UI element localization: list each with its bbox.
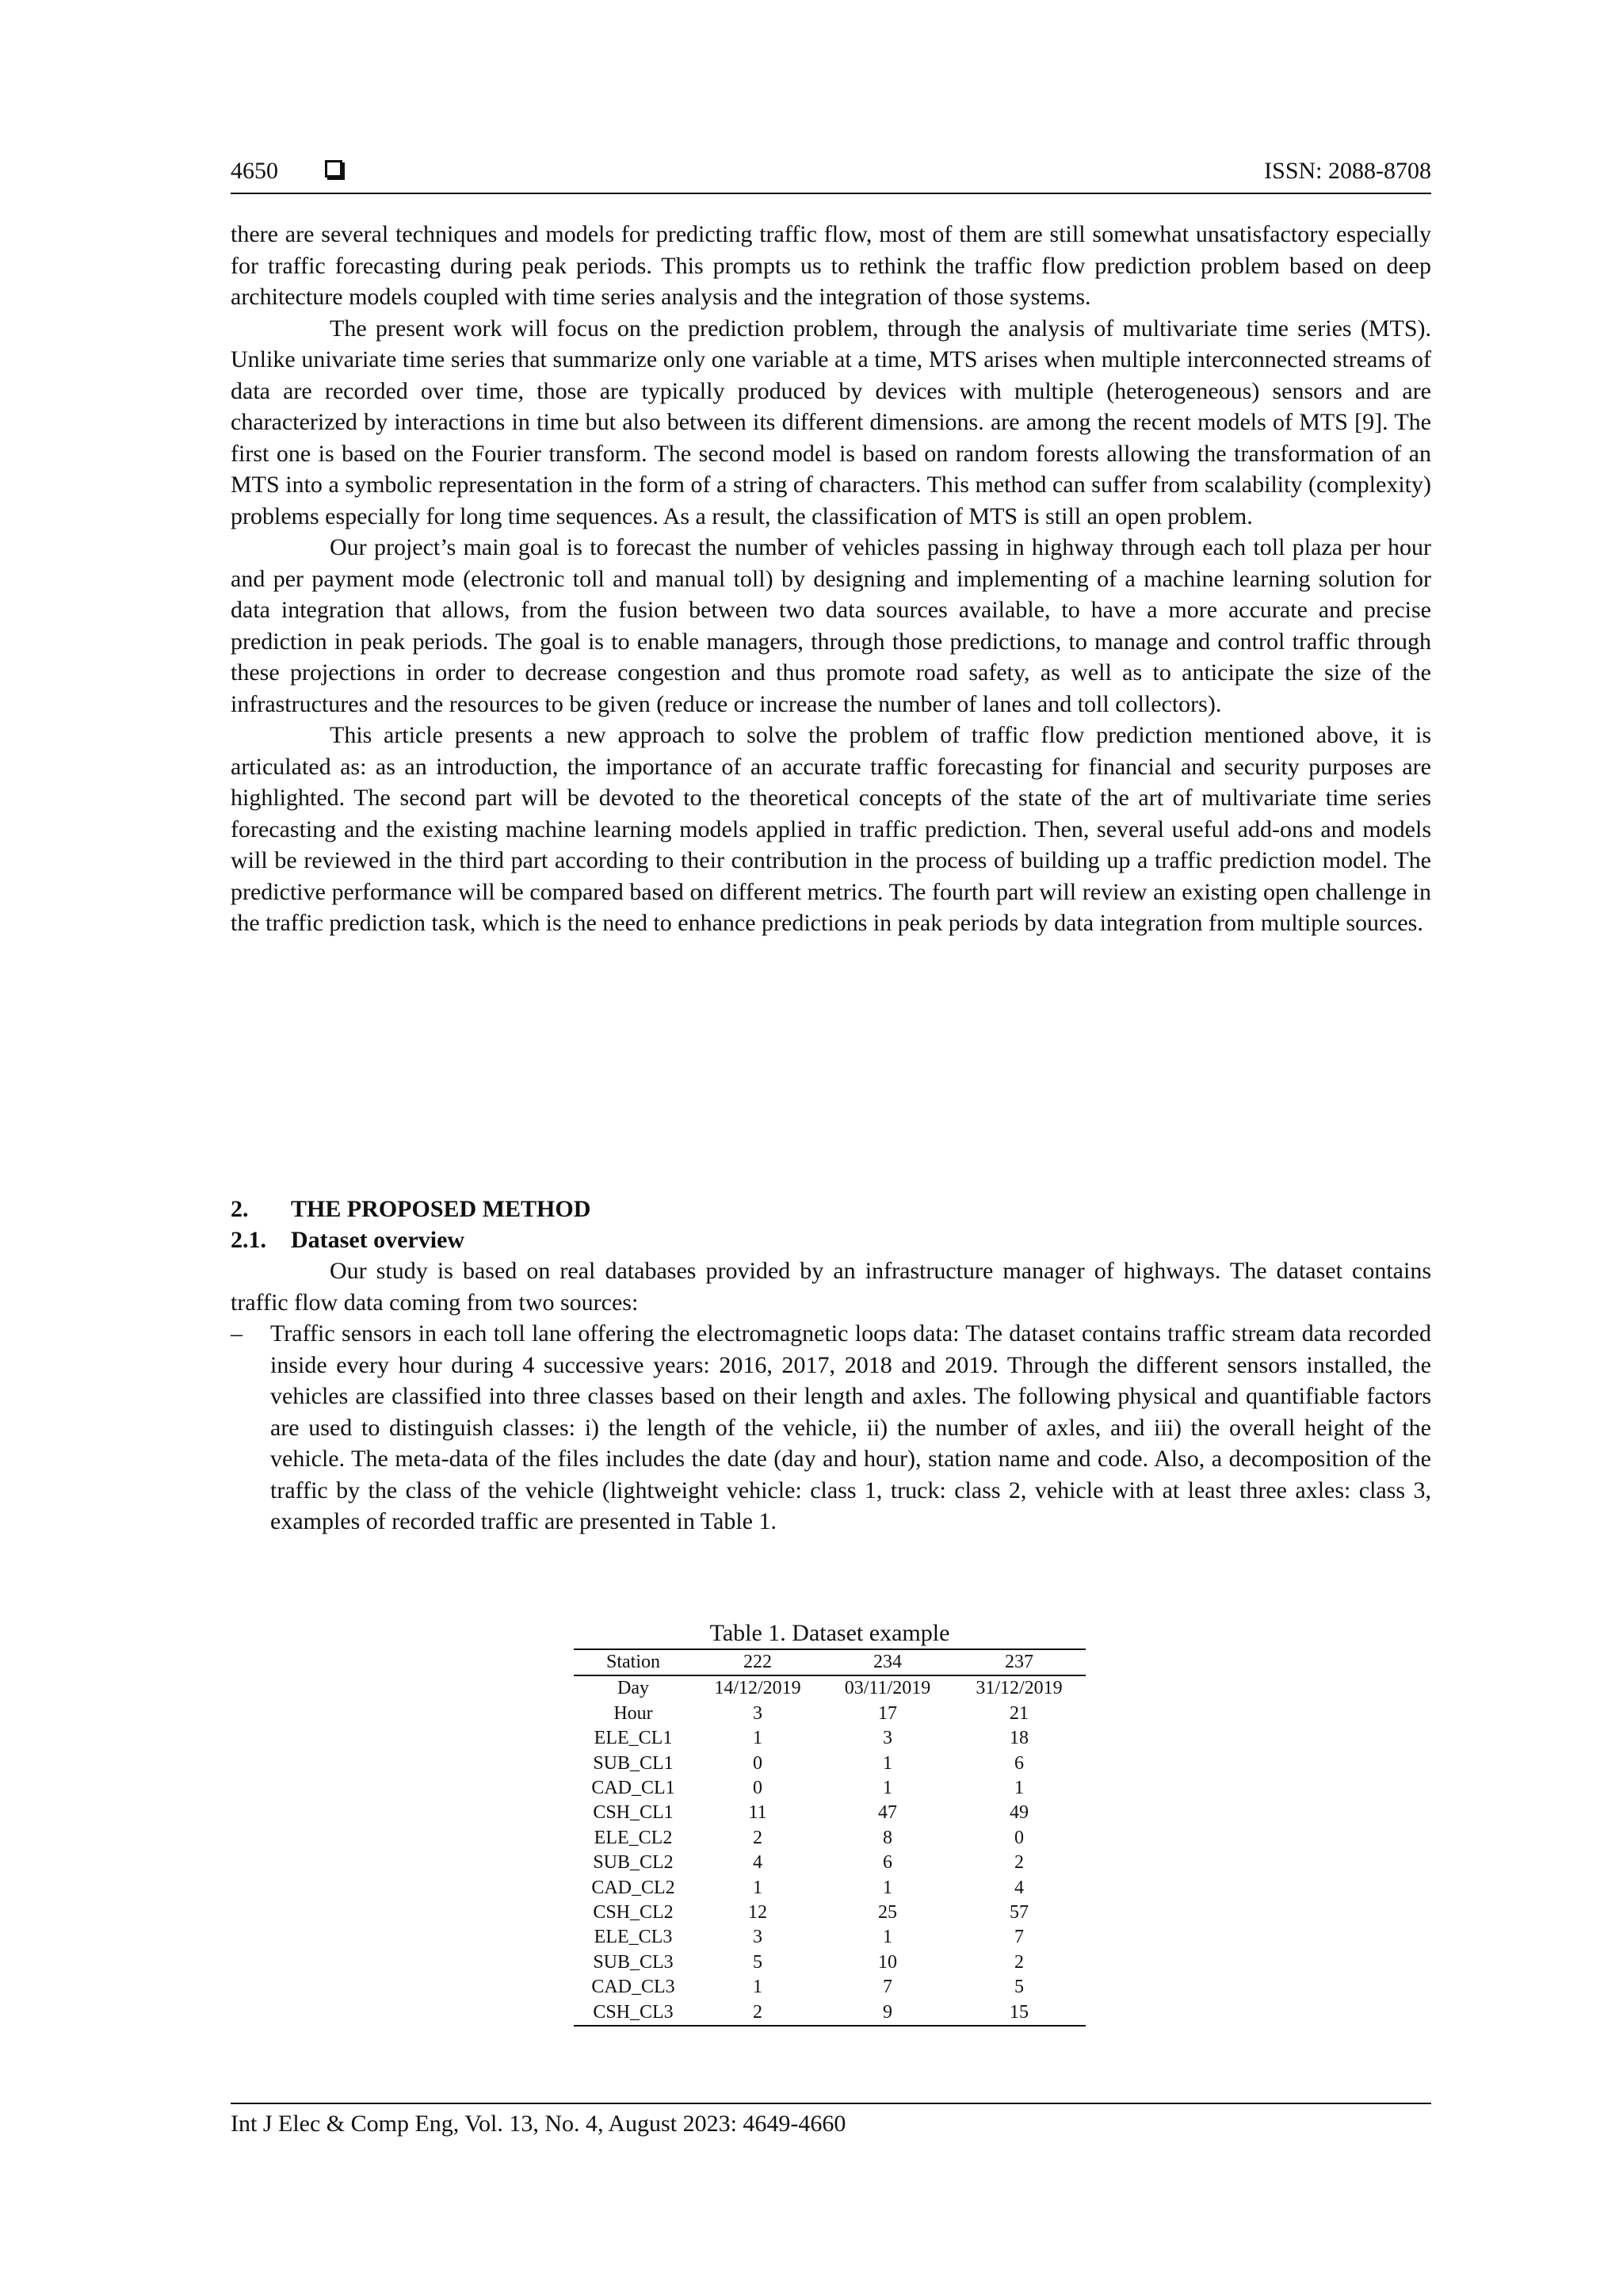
bullet-text: Traffic sensors in each toll lane offering the electromagnetic loops data: The dataset contains traffic stream data recorded inside every hour during 4 successive years: 2016, 2017, 2018 and 2019. Through the different sensors installed, the vehicles are classified into three classes based on their length and axles. The following physical and quantifiable factors are used to distinguish classes: i) the length of the vehicle, ii) the number of axles, and iii) the overall height of the vehicle. The meta-data of the files includes the date (day and hour), station name and code. Also, a decomposition of the traffic by the class of the vehicle (lightweight vehicle: class 1, truck: class 2, vehicle with at least three axles: class 3, examples of recorded traffic are presented in Table 1.	[270, 1320, 1431, 1534]
section-number: 2.	[231, 1196, 249, 1222]
table-cell: 18	[1010, 1728, 1029, 1749]
header-rule	[231, 193, 1431, 194]
paragraph-mts: The present work will focus on the prediction problem, through the analysis of multivariate time series (MTS). Unlike univariate time series that summarize only one variable at a time, MTS arises when multiple interconnected streams of data are recorded over time, those are typically produced by devices with multiple (heterogeneous) sensors and are characterized by interactions in time but also between its different dimensions. are among the recent models of MTS [9]. The first one is based on the Fourier transform. The second model is based on random forests allowing the transformation of an MTS into a symbolic representation in the form of a string of characters. This method can suffer from scalability (complexity) problems especially for long time sequences. As a result, the classification of MTS is still an open problem.	[231, 315, 1431, 529]
table-cell: 2	[753, 1827, 762, 1848]
issn-label: ISSN: 2088-8708	[1264, 158, 1431, 184]
table-row-label: ELE_CL2	[594, 1827, 673, 1848]
table-cell: 47	[878, 1802, 897, 1824]
table-head	[574, 1649, 1086, 1675]
table-cell: 1	[883, 1927, 892, 1948]
table-row	[574, 1975, 1086, 2000]
table-cell: 0	[753, 1752, 762, 1774]
table-header-cell: 237	[1005, 1652, 1033, 1672]
table-cell: 7	[883, 1977, 892, 1998]
table-cell: 2	[1014, 1852, 1024, 1874]
subsection-title: Dataset overview	[291, 1227, 465, 1253]
table-cell: 4	[753, 1852, 762, 1874]
table-cell: 5	[1014, 1977, 1024, 1998]
table-cell: 8	[883, 1827, 892, 1848]
table-row-label: Day	[617, 1678, 649, 1699]
table-cell: 0	[753, 1778, 762, 1799]
table-row-label: CAD_CL1	[591, 1778, 675, 1799]
table-cell: 31/12/2019	[976, 1678, 1063, 1699]
paragraph-continuation: there are several techniques and models for predicting traffic flow, most of them are still somewhat unsatisfactory especially for traffic forecasting during peak periods. This prompts us to rethink the traffic flow prediction problem based on deep architecture models coupled with time series analysis and the integration of those systems.	[231, 221, 1431, 310]
table-row	[574, 1776, 1086, 1801]
dash-bullet-icon: –	[231, 1320, 242, 1347]
table-row-label: CSH_CL3	[593, 2001, 674, 2023]
table-header-cell: 234	[873, 1652, 902, 1672]
bullet-item	[231, 1318, 1431, 1538]
table-row-label: SUB_CL3	[593, 1951, 674, 1973]
table-body	[574, 1675, 1086, 2026]
table-cell: 03/11/2019	[844, 1678, 931, 1699]
table-row-label: SUB_CL2	[593, 1852, 674, 1874]
table-row-label: CSH_CL1	[593, 1802, 674, 1824]
table-cell: 3	[883, 1728, 892, 1749]
table-cell: 17	[878, 1702, 897, 1724]
table-header-cell: Station	[605, 1652, 660, 1672]
footer-rule	[231, 2103, 1431, 2104]
section-title: THE PROPOSED METHOD	[291, 1196, 591, 1222]
paragraph-goal: Our project’s main goal is to forecast the number of vehicles passing in highway through each toll plaza per hour and per payment mode (electronic toll and manual toll) by designing and implementing of a machine learning solution for data integration that allows, from the fusion between two data sources available, to have a more accurate and precise prediction in peak periods. The goal is to enable managers, through those predictions, to manage and control traffic through these projections in order to decrease congestion and thus promote road safety, as well as to anticipate the size of the infrastructures and the resources to be given (reduce or increase the number of lanes and toll collectors).	[231, 534, 1431, 717]
table-row	[574, 1801, 1086, 1825]
table-cell: 9	[883, 2001, 892, 2023]
subsection-number: 2.1.	[231, 1227, 266, 1253]
table-cell: 12	[748, 1902, 767, 1924]
table-cell: 1	[1014, 1778, 1024, 1799]
page-number: 4650	[231, 158, 278, 184]
subsection-heading	[231, 1224, 1431, 1255]
table-cell: 5	[753, 1951, 762, 1973]
table-row-label: Hour	[613, 1702, 653, 1724]
table-row-label: CAD_CL3	[591, 1977, 675, 1998]
table-cell: 3	[753, 1927, 762, 1948]
table-cell: 1	[883, 1752, 892, 1774]
table-row	[574, 2000, 1086, 2026]
table-cell: 1	[883, 1877, 892, 1898]
table-cell: 1	[753, 1728, 762, 1749]
table-row	[574, 1925, 1086, 1950]
page-header	[231, 155, 1431, 193]
table-cell: 6	[1014, 1752, 1024, 1774]
square-bullet-icon	[325, 160, 342, 178]
table-header-row	[574, 1649, 1086, 1675]
table-cell: 25	[878, 1902, 897, 1924]
table-row-label: CSH_CL2	[593, 1902, 674, 1924]
table-row-label: CAD_CL2	[591, 1877, 675, 1898]
paragraph-outline: This article presents a new approach to solve the problem of traffic flow prediction mentioned above, it is articulated as: as an introduction, the importance of an accurate traffic forecasting for financial and security purposes are highlighted. The second part will be devoted to the theoretical concepts of the state of the art of multivariate time series forecasting and the existing machine learning models applied in traffic prediction. Then, several useful add-ons and models will be reviewed in the third part according to their contribution in the process of building up a traffic prediction model. The predictive performance will be compared based on different metrics. The fourth part will review an existing open challenge in the traffic prediction task, which is the need to enhance predictions in peak periods by data integration from multiple sources.	[231, 722, 1431, 936]
table-cell: 0	[1014, 1827, 1024, 1848]
table-row	[574, 1950, 1086, 1975]
dataset-intro: Our study is based on real databases provided by an infrastructure manager of highways. The dataset contains traffic flow data coming from two sources:	[231, 1258, 1431, 1316]
table-cell: 2	[1014, 1951, 1024, 1973]
table-cell: 1	[753, 1977, 762, 1998]
table-cell: 1	[753, 1877, 762, 1898]
dataset-table	[574, 1648, 1086, 2027]
table-cell: 7	[1014, 1927, 1024, 1948]
table-cell: 2	[753, 2001, 762, 2023]
table-cell: 11	[748, 1802, 767, 1824]
dataset-text	[231, 1255, 1431, 1538]
table-row	[574, 1826, 1086, 1851]
table-cell: 21	[1010, 1702, 1029, 1724]
table-row-label: ELE_CL3	[594, 1927, 673, 1948]
table-cell: 10	[878, 1951, 897, 1973]
table-row	[574, 1901, 1086, 1925]
section-heading	[231, 1194, 1431, 1224]
table-row	[574, 1726, 1086, 1751]
table-row-label: ELE_CL1	[594, 1728, 673, 1749]
table-row	[574, 1702, 1086, 1726]
table-cell: 6	[883, 1852, 892, 1874]
table-cell: 15	[1010, 2001, 1029, 2023]
table-cell: 49	[1010, 1802, 1029, 1824]
table-cell: 3	[753, 1702, 762, 1724]
table-caption: Table 1. Dataset example	[709, 1620, 950, 1646]
table-row-label: SUB_CL1	[593, 1752, 674, 1774]
table-row	[574, 1752, 1086, 1776]
table-cell: 4	[1014, 1877, 1024, 1898]
table-cell: 1	[883, 1778, 892, 1799]
body-text	[231, 219, 1431, 939]
table-row	[574, 1851, 1086, 1875]
page-footer: Int J Elec & Comp Eng, Vol. 13, No. 4, August 2023: 4649-4660	[231, 2111, 846, 2137]
table-row	[574, 1675, 1086, 1701]
table-cell: 14/12/2019	[714, 1678, 801, 1699]
table-cell: 57	[1010, 1902, 1029, 1924]
table-header-cell: 222	[743, 1652, 772, 1672]
table-row	[574, 1876, 1086, 1901]
